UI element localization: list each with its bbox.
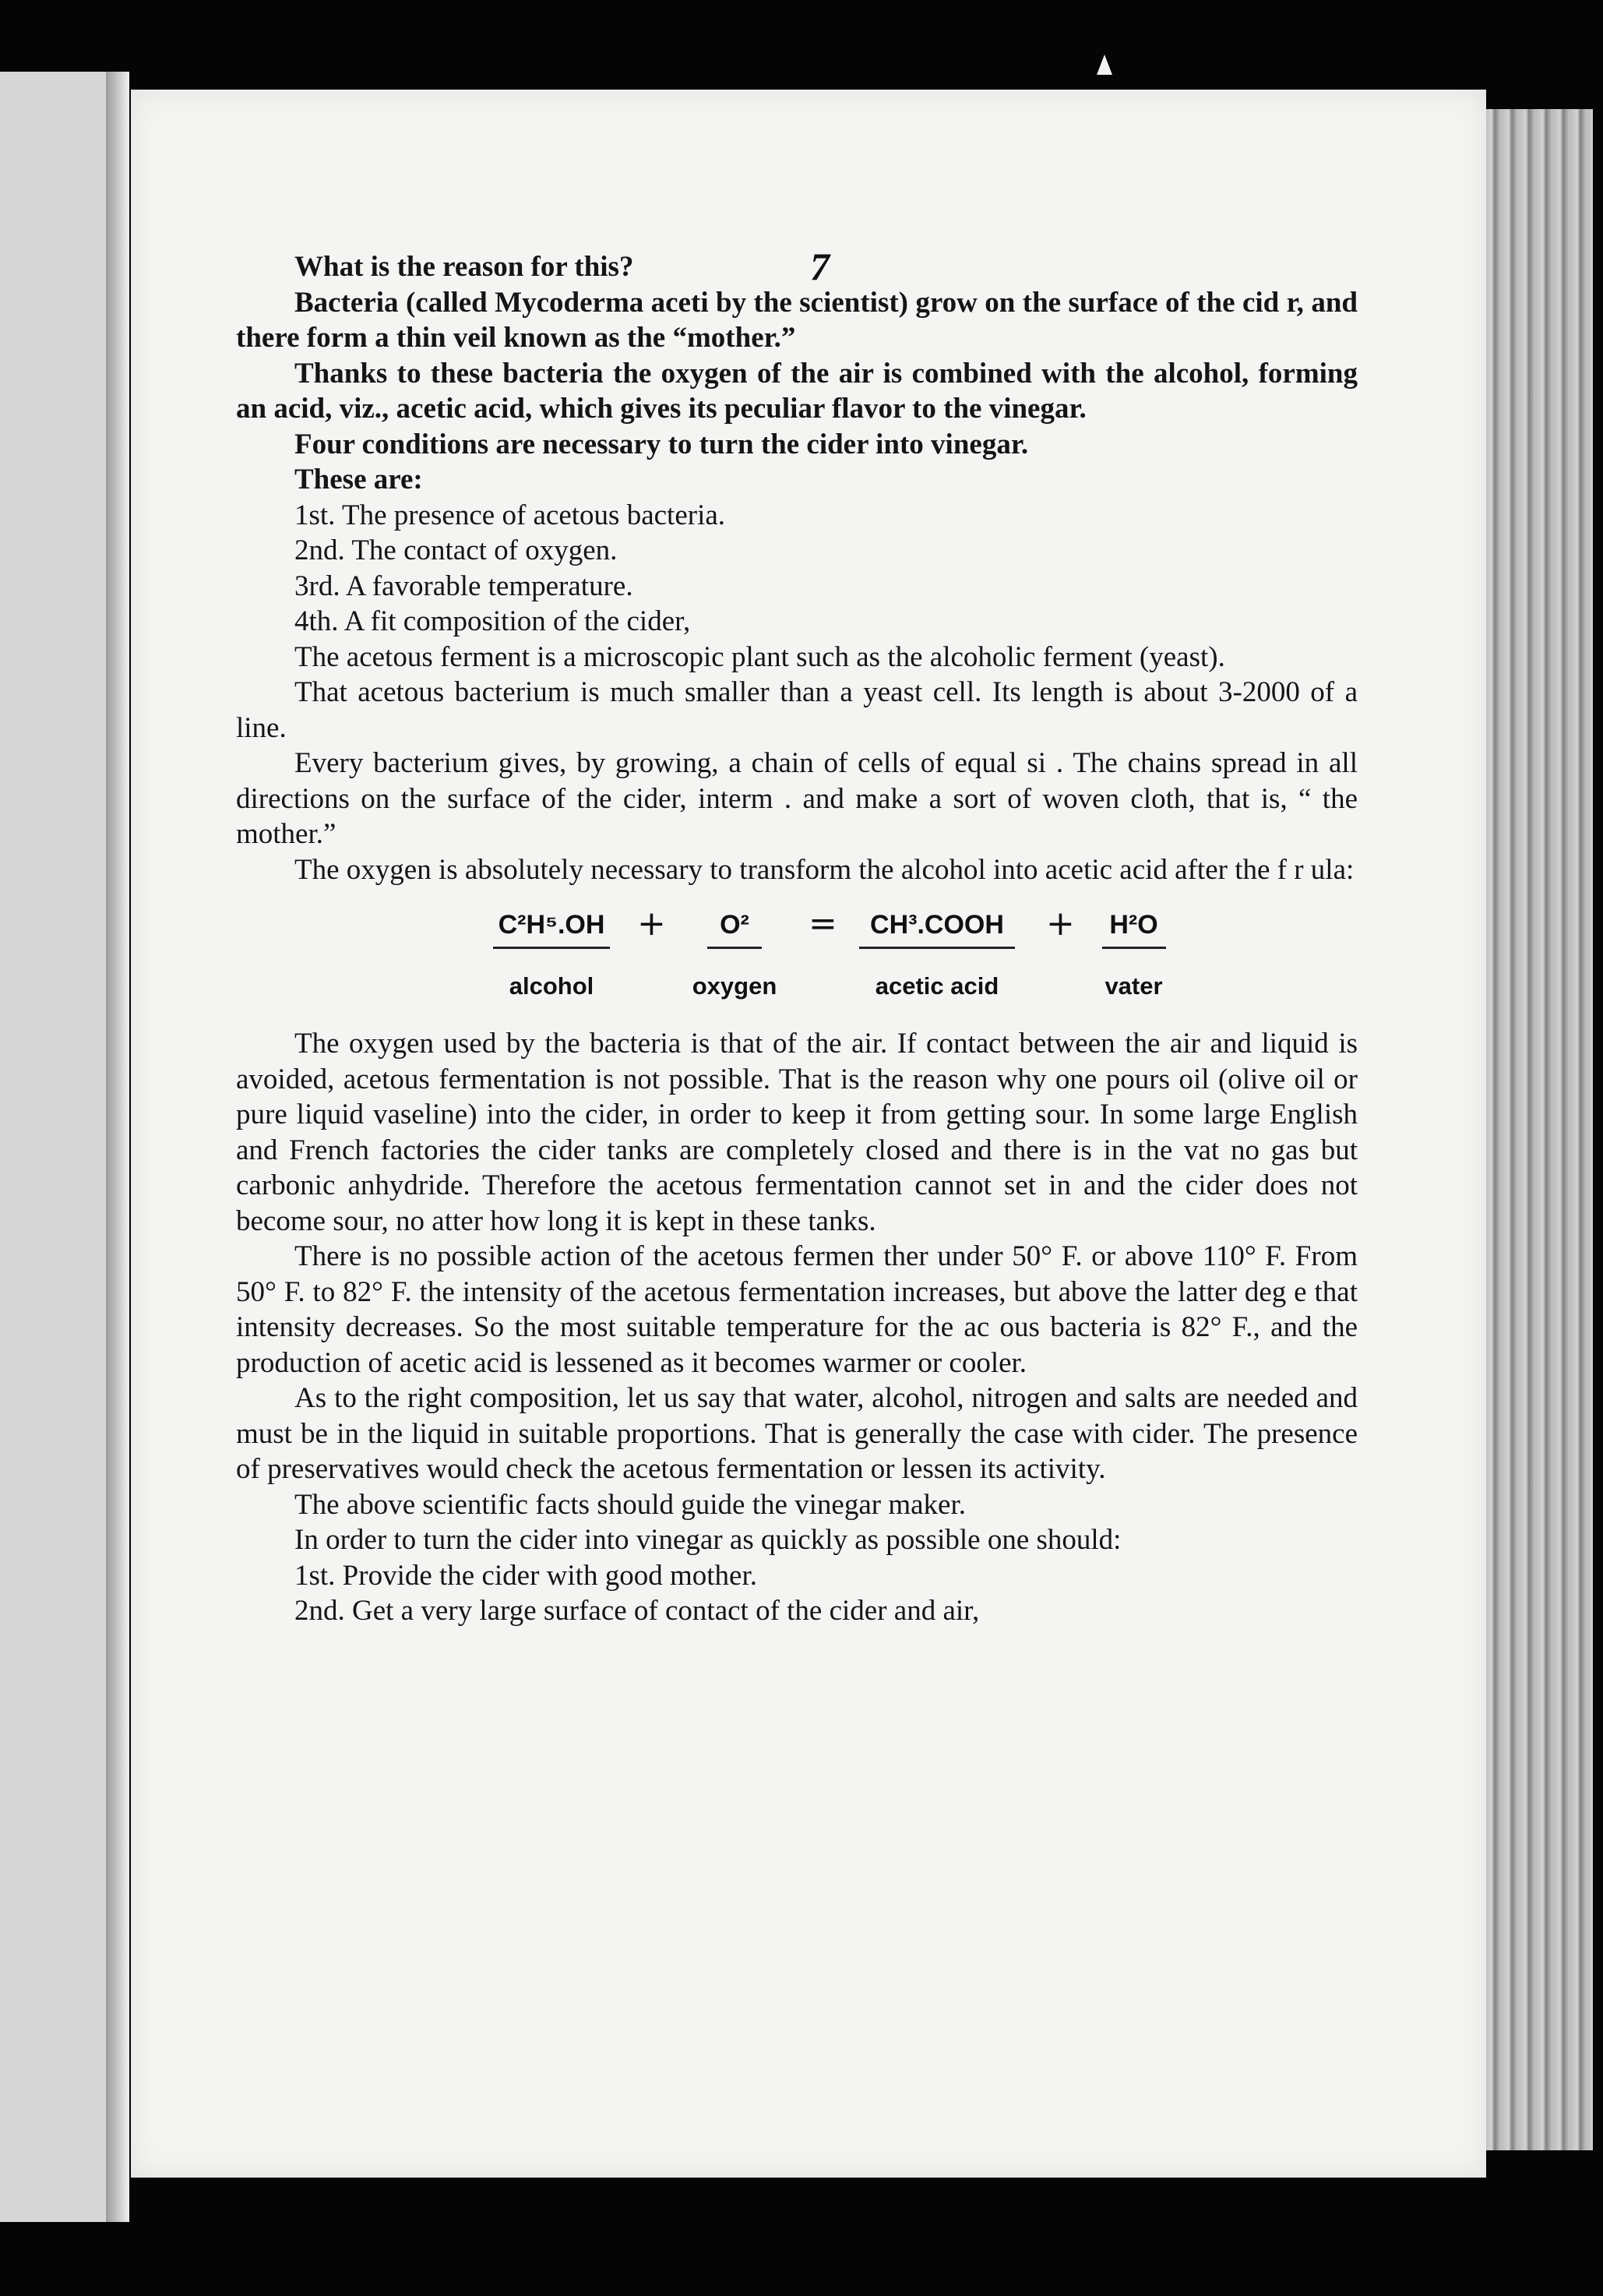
left-page-edge — [0, 72, 120, 2222]
page-stack-edge — [1484, 109, 1593, 2150]
paragraph: The oxygen is absolutely necessary to transform the alcohol into acetic acid after the f r ula: — [294, 853, 1355, 886]
formula-term-water — [1089, 909, 1178, 1002]
formula-term-oxygen — [684, 909, 785, 1002]
formula-acetic-acid-label: acetic acid — [875, 972, 999, 1000]
paragraph: 4th. A fit composition of the cider, — [294, 605, 691, 637]
paragraph: 3rd. A favorable temperature. — [294, 570, 633, 602]
formula-equals-sign: = — [809, 904, 837, 943]
paragraph: What is the reason for this? — [294, 251, 634, 283]
paragraph: In order to turn the cider into vinegar as quickly as possible one should: — [294, 1524, 1122, 1556]
scan-marker-icon — [1097, 55, 1112, 75]
formula-plus-sign: + — [637, 904, 666, 943]
paragraph: Every bacterium gives, by growing, a chain of cells of equal si . The chains spread in all directions on the surface of the cider, interm . and make a sort of woven cloth, that is, “ the mother.” — [236, 747, 1358, 850]
paragraph: 2nd. Get a very large surface of contact of the cider and air, — [294, 1595, 980, 1627]
paragraph: 1st. The presence of acetous bacteria. — [294, 499, 726, 531]
paragraph: Bacteria (called Mycoderma aceti by the scientist) grow on the surface of the cid r, and there form a thin veil known as the “mother.” — [236, 286, 1358, 354]
paragraph: Thanks to these bacteria the oxygen of the air is combined with the alcohol, forming an acid, viz., acetic acid, which gives its peculiar flavor to the vinegar. — [236, 357, 1358, 425]
book-gutter — [106, 72, 129, 2222]
formula-alcohol-symbol: C²H⁵.OH — [493, 909, 610, 949]
paragraph: The acetous ferment is a microscopic plant such as the alcoholic ferment (yeast). — [294, 640, 1225, 673]
formula-acetic-acid-symbol: CH³.COOH — [859, 909, 1015, 949]
paragraph: 1st. Provide the cider with good mother. — [294, 1559, 757, 1592]
chemical-formula — [236, 895, 1358, 1012]
formula-water-label: vater — [1104, 972, 1163, 1000]
paragraph: The above scientific facts should guide the vinegar maker. — [294, 1488, 967, 1521]
formula-term-acetic-acid — [851, 909, 1023, 1002]
page-number: 7 — [810, 245, 830, 288]
formula-alcohol-label: alcohol — [509, 972, 594, 1000]
formula-plus-sign: + — [1046, 904, 1075, 943]
book-page — [131, 90, 1486, 2178]
paragraph: These are: — [294, 464, 423, 496]
page-body — [236, 249, 1358, 1629]
formula-oxygen-symbol: O² — [707, 909, 762, 949]
paragraph: As to the right composition, let us say that water, alcohol, nitrogen and salts are needed and must be in the liquid in suitable proportions. That is generally the case with cider. The presence of preservatives would check the acetous fermentation or lessen its activity. — [236, 1382, 1358, 1485]
paragraph: There is no possible action of the acetous fermen ther under 50° F. or above 110° F. From 50° F. to 82° F. the intensity of the acetous fermentation increases, but above the latter deg e that intensity decreases. So the most suitable temperature for the ac ous bacteria is 82° F., and the production of acetic acid is lessened as it becomes warmer or cooler. — [236, 1240, 1358, 1379]
paragraph: Four conditions are necessary to turn the cider into vinegar. — [294, 428, 1029, 460]
formula-term-alcohol — [485, 909, 618, 1002]
paragraph: The oxygen used by the bacteria is that of the air. If contact between the air and liquid is avoided, acetous fermentation is not possible. That is the reason why one pours oil (olive oil or pure liquid vaseline) into the cider, in order to keep it from getting sour. In some large English and French factories the cider tanks are completely closed and there is in the vat no gas but carbonic anhydride. Therefore the acetous fermentation cannot set in and the cider does not become sour, no atter how long it is kept in these tanks. — [236, 1028, 1358, 1237]
formula-water-symbol: H²O — [1102, 909, 1166, 949]
formula-oxygen-label: oxygen — [692, 972, 777, 1000]
paragraph: That acetous bacterium is much smaller than a yeast cell. Its length is about 3-2000 of a line. — [236, 676, 1358, 744]
paragraph: 2nd. The contact of oxygen. — [294, 534, 618, 566]
